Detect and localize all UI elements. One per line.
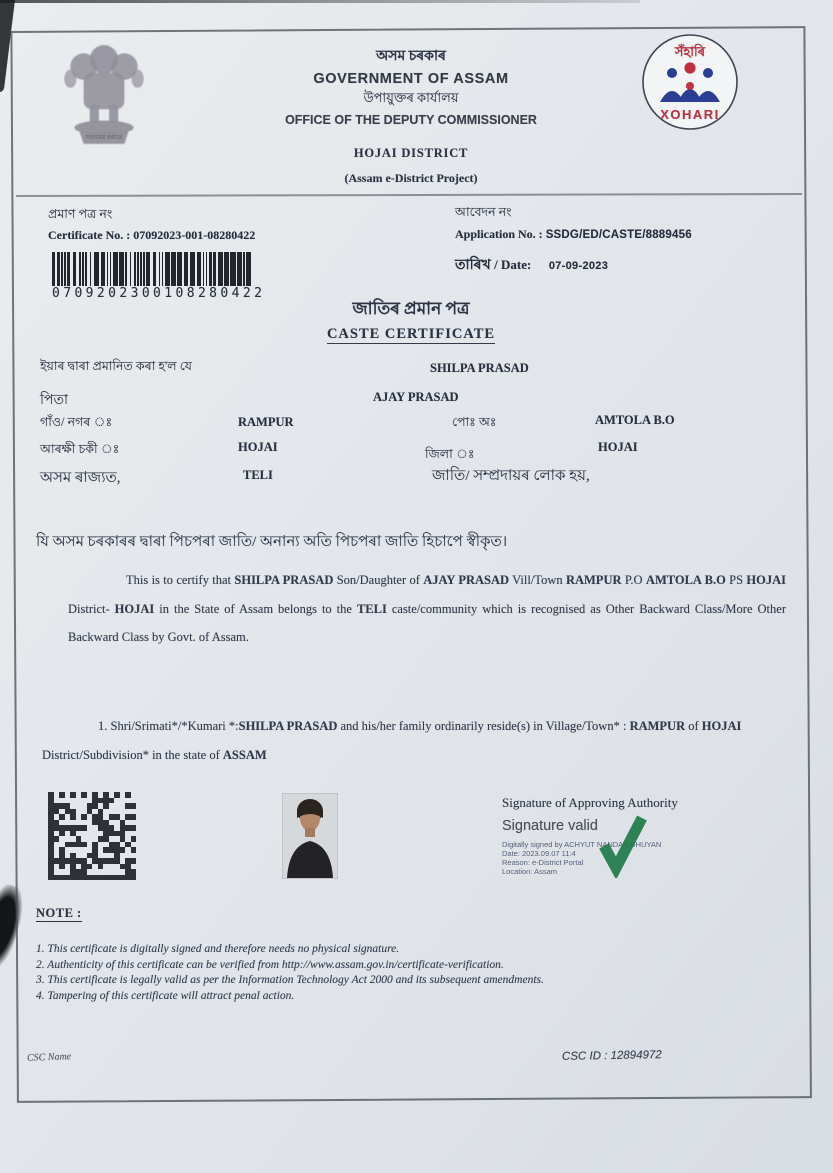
signature-valid-checkmark-icon bbox=[596, 812, 648, 878]
state-label-assamese: অসম ৰাজ্যত, bbox=[40, 470, 121, 486]
application-number-line bbox=[455, 227, 692, 242]
digital-signature-line: Digitally signed by ACHYUT NANDAN BHUYAN bbox=[502, 840, 662, 849]
csc-name-label: CSC Name bbox=[26, 1051, 72, 1064]
qr-code bbox=[48, 792, 136, 880]
village-value: RAMPUR bbox=[238, 415, 294, 429]
svg-text:XOHARI: XOHARI bbox=[660, 107, 720, 122]
caste-label-assamese: জাতি/ সম্প্ৰদায়ৰ লোক হয়, bbox=[432, 468, 590, 484]
certificate-no-label-assamese: প্ৰমাণ পত্ৰ নং bbox=[48, 207, 113, 221]
barcode bbox=[52, 252, 268, 286]
application-no-label: Application No. : bbox=[455, 227, 543, 241]
certify-label-assamese: ইয়াৰ দ্বাৰা প্ৰমানিত কৰা হ'ল যে bbox=[40, 359, 192, 373]
po-value: AMTOLA B.O bbox=[595, 413, 675, 427]
district-value: HOJAI bbox=[598, 440, 638, 454]
certificate-number: 07092023-001-08280422 bbox=[133, 228, 256, 242]
father-label-assamese: পিতা bbox=[40, 393, 69, 408]
signature-valid-label: Signature valid bbox=[502, 818, 598, 834]
applicant-name: SHILPA PRASAD bbox=[430, 361, 529, 375]
scan-artifact-top-edge bbox=[0, 0, 640, 3]
title-english: CASTE CERTIFICATE bbox=[326, 326, 496, 342]
application-number: SSDG/ED/CASTE/8889456 bbox=[545, 229, 692, 241]
header-govt-assamese: অসম চৰকাৰ bbox=[376, 49, 446, 64]
certificate-number-line bbox=[48, 228, 255, 243]
caste-value: TELI bbox=[243, 468, 273, 482]
date-label-english: / Date: bbox=[494, 257, 532, 272]
village-label-assamese: গাঁও/ নগৰ ঃ bbox=[40, 415, 113, 429]
po-label-assamese: পোঃ অঃ bbox=[452, 415, 497, 429]
note-item: 1. This certificate is digitally signed and therefore needs no physical signature. bbox=[36, 943, 400, 955]
note-list bbox=[36, 942, 766, 1004]
svg-text:সঁহাৰি: সঁহাৰি bbox=[674, 44, 706, 59]
ps-label-assamese: আৰক্ষী চকী ঃ bbox=[40, 442, 120, 456]
date-line bbox=[455, 253, 608, 277]
residence-paragraph: 1. Shri/Srimati*/*Kumari *:SHILPA PRASAD and his/her family ordinarily reside(s) in Village/Town* : RAMPUR of HOJAI District/Subdivision* in the state of ASSAM bbox=[42, 719, 742, 762]
header-project: (Assam e-District Project) bbox=[344, 171, 478, 185]
emblem-caption: সত্যমেৱ জয়তে bbox=[85, 135, 123, 141]
certify-paragraph: This is to certify that SHILPA PRASAD Son/Daughter of AJAY PRASAD Vill/Town RAMPUR P.O AMTOLA B.O PS HOJAI District- HOJAI in the State of Assam belongs to the TELI caste/community which is recognised as Other Backward Class/More Other Backward Class by Govt. of Assam. bbox=[68, 573, 786, 644]
xohari-logo bbox=[638, 30, 742, 134]
applicant-photo bbox=[283, 794, 337, 878]
header-office-assamese: উপায়ুক্তৰ কাৰ্যালয় bbox=[363, 90, 459, 105]
district-label-assamese: জিলা ঃ bbox=[425, 447, 475, 461]
application-no-label-assamese: আবেদন নং bbox=[455, 205, 512, 219]
signature-authority-label: Signature of Approving Authority bbox=[502, 795, 678, 810]
digital-signature-line: Date: 2023.09.07 11:4 bbox=[502, 849, 576, 858]
father-name: AJAY PRASAD bbox=[373, 390, 459, 404]
csc-id: CSC ID : 12894972 bbox=[561, 1049, 662, 1063]
note-item: 4. Tampering of this certificate will attract penal action. bbox=[36, 989, 295, 1002]
date-label-assamese: তাৰিখ bbox=[455, 258, 491, 273]
certificate-no-label: Certificate No. : bbox=[48, 228, 131, 242]
note-heading: NOTE : bbox=[36, 906, 82, 920]
header-govt-english: GOVERNMENT OF ASSAM bbox=[313, 71, 509, 87]
header-district: HOJAI DISTRICT bbox=[353, 146, 469, 160]
header-office-english: OFFICE OF THE DEPUTY COMMISSIONER bbox=[285, 113, 537, 127]
note-item: 3. This certificate is legally valid as per the Information Technology Act 2000 and its subsequent amendments. bbox=[36, 974, 544, 986]
title-assamese: জাতিৰ প্ৰমান পত্ৰ bbox=[352, 299, 470, 318]
digital-signature-line: Location: Assam bbox=[502, 867, 558, 876]
ps-value: HOJAI bbox=[238, 440, 278, 454]
barcode-number: 0709202300108280422 bbox=[52, 286, 266, 301]
recognition-statement-assamese: যি অসম চৰকাৰৰ দ্বাৰা পিচপৰা জাতি/ অনান্য অতি পিচপৰা জাতি হিচাপে স্বীকৃত। bbox=[36, 534, 508, 550]
note-item: 2. Authenticity of this certificate can be verified from http://www.assam.gov.in/certificate-verification. bbox=[36, 958, 504, 971]
date-value: 07-09-2023 bbox=[548, 260, 609, 272]
digital-signature-line: Reason: e-District Portal bbox=[502, 858, 584, 867]
